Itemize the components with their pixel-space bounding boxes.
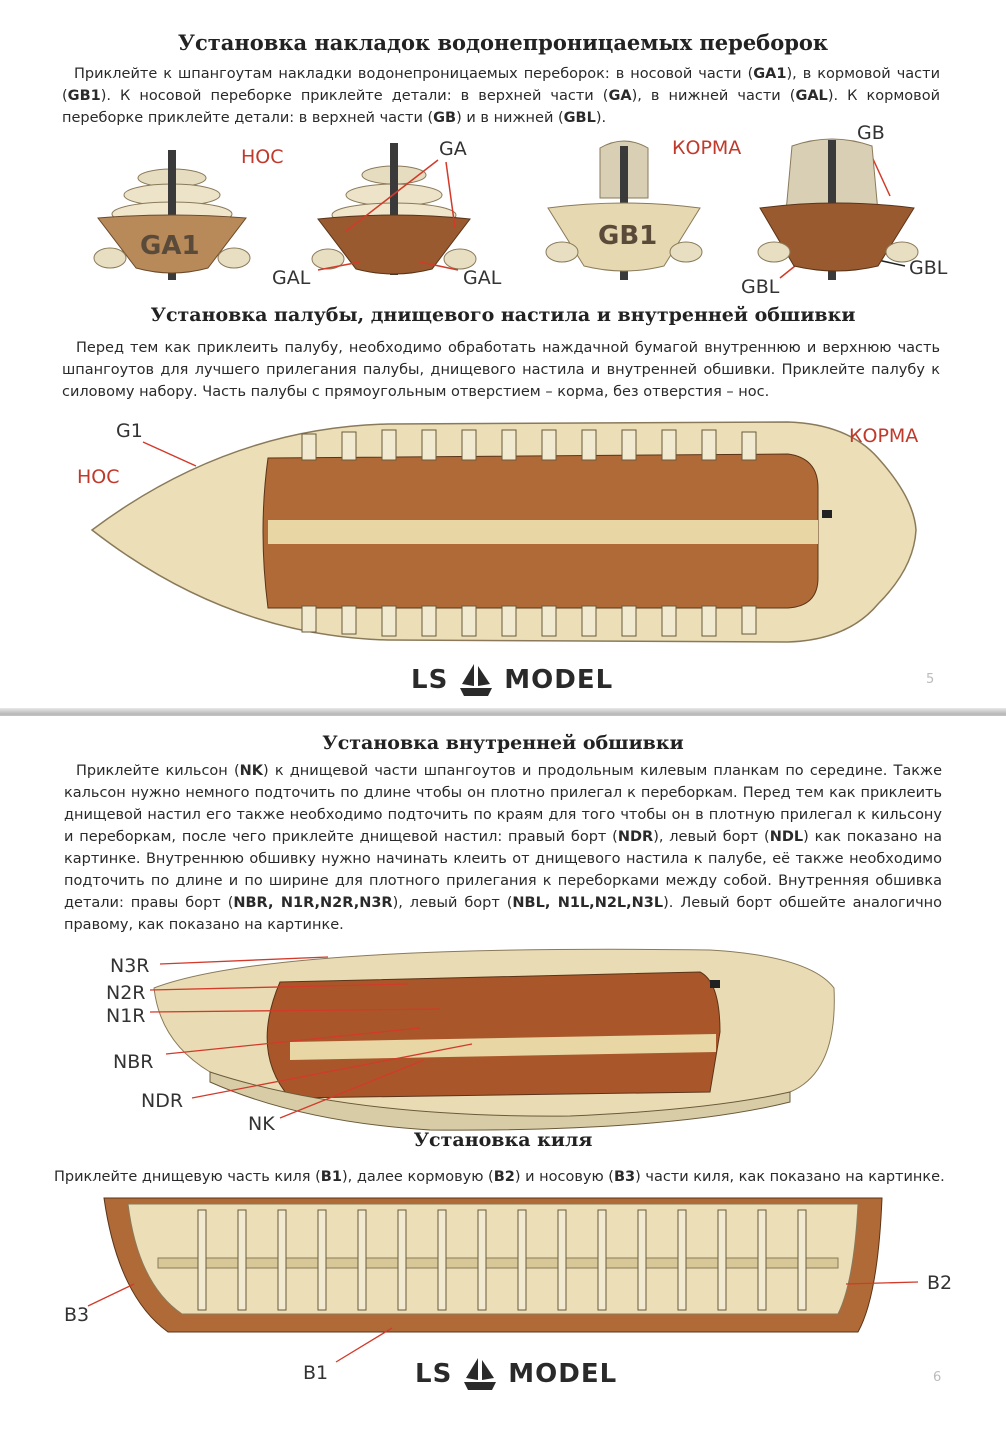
label-ndr: NDR <box>141 1090 184 1112</box>
label-ga1: GA1 <box>140 231 200 261</box>
g1-arrow <box>0 0 1006 712</box>
deck-section-title: Установка палубы, днищевого настила и внутренней обшивки <box>150 304 856 326</box>
label-gb1: GB1 <box>598 221 658 251</box>
label-bow-nos: НОС <box>241 146 284 168</box>
page-number-6: 6 <box>933 1370 942 1385</box>
label-ga: GA <box>439 138 467 160</box>
page-number: 5 <box>926 672 935 687</box>
label-n3r: N3R <box>110 955 150 977</box>
logo-text-ls: LS <box>411 665 449 695</box>
logo-text-ls: LS <box>415 1359 453 1389</box>
label-gbl-right: GBL <box>909 257 948 279</box>
label-nk: NK <box>248 1113 275 1135</box>
keel-arrows <box>0 716 1006 1440</box>
label-n2r: N2R <box>106 982 146 1004</box>
label-b1: B1 <box>303 1362 329 1384</box>
inner-planking-section-title: Установка внутренней обшивки <box>322 732 684 754</box>
label-g1: G1 <box>116 420 143 442</box>
ls-model-logo <box>411 662 613 698</box>
label-nbr: NBR <box>113 1051 154 1073</box>
logo-text-model: MODEL <box>508 1359 618 1389</box>
label-deck-nos: НОС <box>77 466 120 488</box>
label-stern-korma: КОРМА <box>672 137 742 159</box>
ship-logo-icon <box>460 1356 500 1392</box>
label-n1r: N1R <box>106 1005 146 1027</box>
label-b2: B2 <box>927 1272 953 1294</box>
label-gal-right: GAL <box>463 267 502 289</box>
keel-instructions: Приклейте днищевую часть киля (B1), далее кормовую (B2) и носовую (B3) части киля, как показано на картинке. <box>54 1169 945 1185</box>
label-deck-korma: КОРМА <box>849 425 919 447</box>
inner-planking-instructions: Приклейте кильсон (NK) к днищевой части шпангоутов и продольным килевым планкам по середине. Также кальсон нужно немного подточить по длине чтобы он плотно прилегал к переборкам. Перед тем как приклеить днищевой настил его также необходимо подточить по краям для того чтобы он в плотную прилегал к кильсону и переборкам, после чего приклейте днищевой настил: правый борт (NDR), левый борт (NDL) как показано на картинке. Внутреннюю обшивку нужно начинать клеить от днищевого настила к палубе, её также необходимо подточить по длине и по ширине для плотного прилегания к переборками между собой. Внутренняя обшивка детали: правы борт (NBR, N1R,N2R,N3R), левый борт (NBL, N1L,N2L,N3L). Левый борт обшейте аналогично правому, как показано на картинке. <box>64 763 943 933</box>
deck-instructions: Перед тем как приклеить палубу, необходимо обработать наждачной бумагой внутреннюю и верхнюю часть шпангоутов для лучшего прилегания палубы, днищевого настила и внутренней обшивки. Приклейте палубу к силовому набору. Часть палубы с прямоугольным отверстием – корма, без отверстия – нос. <box>62 340 940 400</box>
label-b3: B3 <box>64 1304 90 1326</box>
ls-model-logo-2 <box>415 1356 617 1392</box>
keel-section-title: Установка киля <box>413 1129 593 1151</box>
logo-text-model: MODEL <box>504 665 614 695</box>
bulkhead-section-title: Установка накладок водонепроницаемых переборок <box>177 30 829 55</box>
ship-logo-icon <box>456 662 496 698</box>
page-6 <box>0 716 1006 1440</box>
label-gal-left: GAL <box>272 267 311 289</box>
label-gbl-left: GBL <box>741 276 780 298</box>
bulkhead-instructions: Приклейте к шпангоутам накладки водонепроницаемых переборок: в носовой части (GA1), в кормовой части (GB1). К носовой переборке приклейте детали: в верхней части (GA), в нижней части (GAL). К кормовой переборке приклейте детали: в верхней части (GB) и в нижней (GBL). <box>62 66 941 126</box>
label-gb: GB <box>857 122 885 144</box>
page-5 <box>0 0 1006 712</box>
